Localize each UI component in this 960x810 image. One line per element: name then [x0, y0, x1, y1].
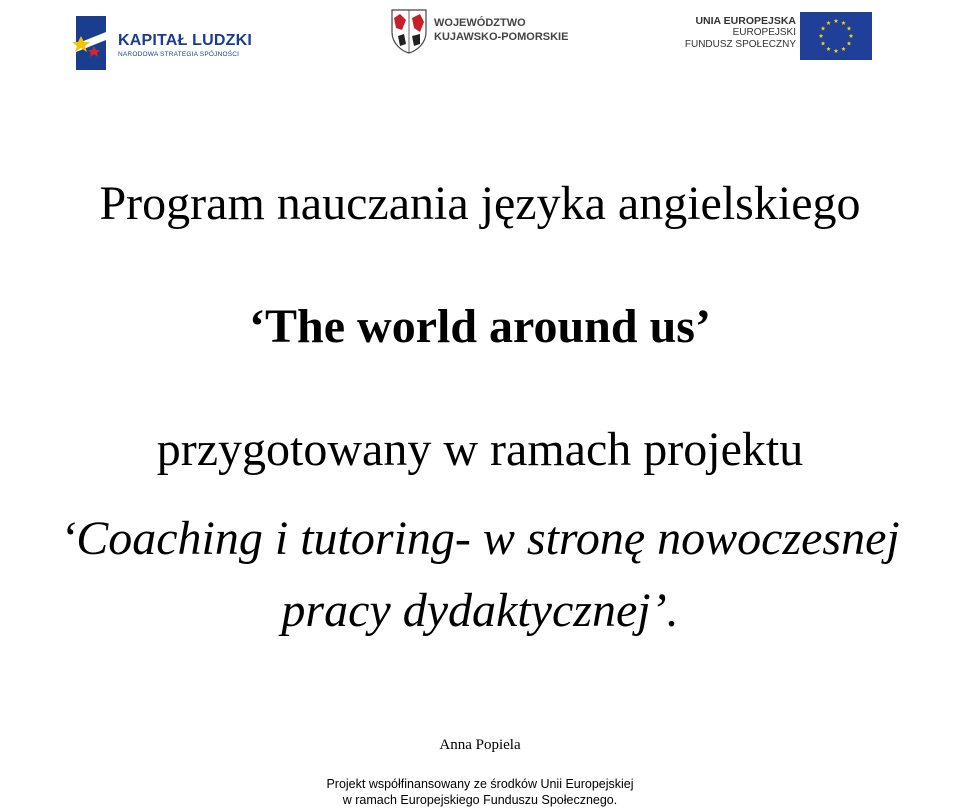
footer-line1: Projekt współfinansowany ze środków Unii Europejskiej [326, 777, 634, 791]
kapital-ludzki-subtitle: NARODOWA STRATEGIA SPÓJNOŚCI [118, 51, 240, 58]
ue-line3: FUNDUSZ SPOŁECZNY [684, 39, 796, 50]
coat-of-arms-icon [390, 8, 428, 54]
ue-line2: EUROPEJSKI [732, 27, 796, 38]
coaching-project-line1: ‘Coaching i tutoring- w stronę nowoczesnej [60, 512, 900, 565]
coaching-project-line2: pracy dydaktycznej’. [281, 584, 679, 637]
prepared-line: przygotowany w ramach projektu [156, 423, 804, 476]
kapital-ludzki-logo [72, 14, 262, 72]
eu-flag-icon [800, 12, 872, 60]
footer-line2: w ramach Europejskiego Funduszu Społecznego. [342, 793, 618, 807]
project-name: ‘The world around us’ [249, 300, 711, 353]
kapital-ludzki-name: KAPITAŁ LUDZKI [118, 32, 253, 49]
wojewodztwo-logo [390, 8, 570, 56]
ue-logo [684, 10, 880, 62]
wojewodztwo-line2: KUJAWSKO-POMORSKIE [434, 31, 569, 43]
author: Anna Popiela [439, 737, 521, 753]
kapital-ludzki-emblem-icon [72, 14, 112, 72]
ue-line1: UNIA EUROPEJSKA [695, 15, 796, 27]
document-title: Program nauczania języka angielskiego [99, 177, 861, 230]
wojewodztwo-line1: WOJEWÓDZTWO [434, 17, 526, 29]
